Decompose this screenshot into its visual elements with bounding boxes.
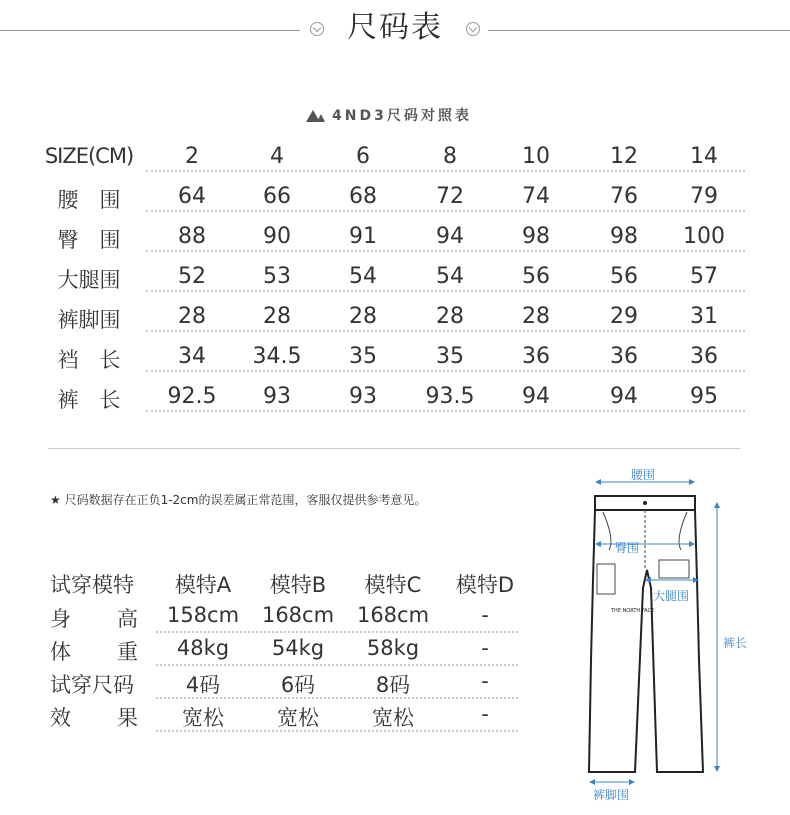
size-value-cell: 74 xyxy=(522,184,550,209)
fit-value-cell: 168cm xyxy=(356,603,430,627)
size-value-cell: 28 xyxy=(263,304,291,329)
dotted-rule xyxy=(156,730,518,732)
header-line-right xyxy=(488,30,790,31)
fit-value-cell: - xyxy=(481,603,489,627)
row-label: 裤脚围 xyxy=(57,308,121,332)
size-value-cell: 57 xyxy=(690,264,718,289)
fit-row-label xyxy=(50,636,138,666)
size-header-cell: 10 xyxy=(522,144,550,169)
size-value-cell: 52 xyxy=(178,264,206,289)
hem-label: 裤脚围 xyxy=(593,788,630,802)
mountain-icon-small xyxy=(317,114,325,122)
size-value-cell: 95 xyxy=(690,384,718,409)
size-header-cell: 14 xyxy=(690,144,718,169)
size-value-cell: 56 xyxy=(610,264,638,289)
fit-table-row xyxy=(48,601,518,635)
fit-row-label-part: 高 xyxy=(117,607,138,631)
model-header-cell: 模特C xyxy=(364,573,422,597)
hip-label: 臀围 xyxy=(615,541,640,555)
fit-row-label xyxy=(50,702,138,732)
brand-mark: THE NORTH FACE xyxy=(611,608,655,614)
size-value-cell: 68 xyxy=(349,184,377,209)
dotted-rule xyxy=(146,170,745,172)
fit-value-cell: 4码 xyxy=(185,673,221,697)
tolerance-note: ★ 尺码数据存在正负1-2cm的误差属正常范围，客服仅提供参考意见。 xyxy=(50,493,427,507)
size-header-label: SIZE(CM) xyxy=(44,144,134,168)
size-header-cell: 6 xyxy=(356,144,370,169)
header-line-left xyxy=(0,30,300,31)
fit-row-label xyxy=(50,603,138,633)
size-value-cell: 35 xyxy=(349,344,377,369)
size-value-cell: 76 xyxy=(610,184,638,209)
fit-row-label-part: 重 xyxy=(117,640,138,664)
size-table-row xyxy=(30,380,745,420)
fit-row-label xyxy=(50,669,138,699)
size-value-cell: 94 xyxy=(522,384,550,409)
size-value-cell: 94 xyxy=(610,384,638,409)
fit-row-label-part: 试穿尺码 xyxy=(50,673,134,697)
subtitle-text: 4ND3尺码对照表 xyxy=(332,108,472,124)
size-value-cell: 94 xyxy=(436,224,464,249)
size-value-cell: 28 xyxy=(522,304,550,329)
size-table-subtitle xyxy=(300,104,500,126)
size-value-cell: 28 xyxy=(178,304,206,329)
size-table-row xyxy=(30,180,745,220)
model-header-cell: 模特B xyxy=(269,573,327,597)
divider xyxy=(48,448,740,449)
size-value-cell: 92.5 xyxy=(167,384,217,409)
chevron-down-icon xyxy=(466,22,480,36)
dotted-rule xyxy=(146,250,745,252)
fit-row-label-part: 体 xyxy=(50,640,71,664)
size-value-cell: 28 xyxy=(349,304,377,329)
size-value-cell: 98 xyxy=(522,224,550,249)
size-value-cell: 91 xyxy=(349,224,377,249)
pants-diagram xyxy=(575,460,775,811)
row-label: 腰 围 xyxy=(57,188,121,212)
size-header-cell: 8 xyxy=(443,144,457,169)
dotted-rule xyxy=(146,330,745,332)
model-header-cell: 模特D xyxy=(455,573,515,597)
size-value-cell: 56 xyxy=(522,264,550,289)
size-value-cell: 66 xyxy=(263,184,291,209)
fit-table-row xyxy=(48,700,518,734)
page-title: 尺码表 xyxy=(347,10,443,45)
size-header-cell: 2 xyxy=(185,144,199,169)
size-table-row xyxy=(30,220,745,260)
fit-value-cell: 宽松 xyxy=(277,706,319,730)
length-label: 裤长 xyxy=(723,636,748,650)
size-value-cell: 35 xyxy=(436,344,464,369)
fit-value-cell: 6码 xyxy=(280,673,316,697)
fit-row-label-part: 效 xyxy=(50,706,71,730)
size-value-cell: 31 xyxy=(690,304,718,329)
waist-label: 腰围 xyxy=(631,468,656,482)
fit-value-cell: - xyxy=(481,669,489,693)
size-value-cell: 34 xyxy=(178,344,206,369)
dotted-rule xyxy=(146,290,745,292)
size-table-row xyxy=(30,340,745,380)
fit-value-cell: 8码 xyxy=(375,673,411,697)
fit-row-label-part: 果 xyxy=(117,706,138,730)
size-value-cell: 36 xyxy=(690,344,718,369)
size-header-cell: 4 xyxy=(270,144,284,169)
fit-header-label: 试穿模特 xyxy=(50,573,134,597)
dotted-rule xyxy=(156,697,518,699)
row-label: 裆 长 xyxy=(57,348,121,372)
fit-table-header xyxy=(48,567,518,601)
size-table-row xyxy=(30,300,745,340)
chevron-down-icon xyxy=(310,22,324,36)
size-value-cell: 34.5 xyxy=(252,344,302,369)
fit-value-cell: 宽松 xyxy=(372,706,414,730)
fit-value-cell: 48kg xyxy=(176,636,230,660)
dotted-rule xyxy=(146,210,745,212)
size-value-cell: 88 xyxy=(178,224,206,249)
size-value-cell: 36 xyxy=(610,344,638,369)
fit-value-cell: 宽松 xyxy=(182,706,224,730)
size-value-cell: 53 xyxy=(263,264,291,289)
size-value-cell: 93 xyxy=(349,384,377,409)
dotted-rule xyxy=(146,410,745,412)
row-label: 裤 长 xyxy=(57,388,121,412)
size-table-row xyxy=(30,260,745,300)
dotted-rule xyxy=(146,370,745,372)
size-table-header xyxy=(30,140,745,180)
thigh-label: 大腿围 xyxy=(653,589,690,603)
dotted-rule xyxy=(156,664,518,666)
size-value-cell: 90 xyxy=(263,224,291,249)
fit-value-cell: 158cm xyxy=(166,603,240,627)
size-value-cell: 54 xyxy=(436,264,464,289)
size-value-cell: 72 xyxy=(436,184,464,209)
size-value-cell: 98 xyxy=(610,224,638,249)
row-label: 大腿围 xyxy=(57,268,121,292)
size-header-cell: 12 xyxy=(610,144,638,169)
size-value-cell: 79 xyxy=(690,184,718,209)
fit-row-label-part: 身 xyxy=(50,607,71,631)
fit-value-cell: 58kg xyxy=(366,636,420,660)
size-value-cell: 93 xyxy=(263,384,291,409)
model-header-cell: 模特A xyxy=(174,573,232,597)
size-value-cell: 29 xyxy=(610,304,638,329)
size-value-cell: 54 xyxy=(349,264,377,289)
fit-value-cell: 54kg xyxy=(271,636,325,660)
size-value-cell: 93.5 xyxy=(425,384,475,409)
dotted-rule xyxy=(156,631,518,633)
fit-value-cell: - xyxy=(481,636,489,660)
size-value-cell: 36 xyxy=(522,344,550,369)
fit-value-cell: - xyxy=(481,702,489,726)
size-value-cell: 100 xyxy=(683,224,725,249)
fit-value-cell: 168cm xyxy=(261,603,335,627)
fit-table-row xyxy=(48,634,518,668)
size-value-cell: 28 xyxy=(436,304,464,329)
size-value-cell: 64 xyxy=(178,184,206,209)
fit-table-row xyxy=(48,667,518,701)
row-label: 臀 围 xyxy=(57,228,121,252)
